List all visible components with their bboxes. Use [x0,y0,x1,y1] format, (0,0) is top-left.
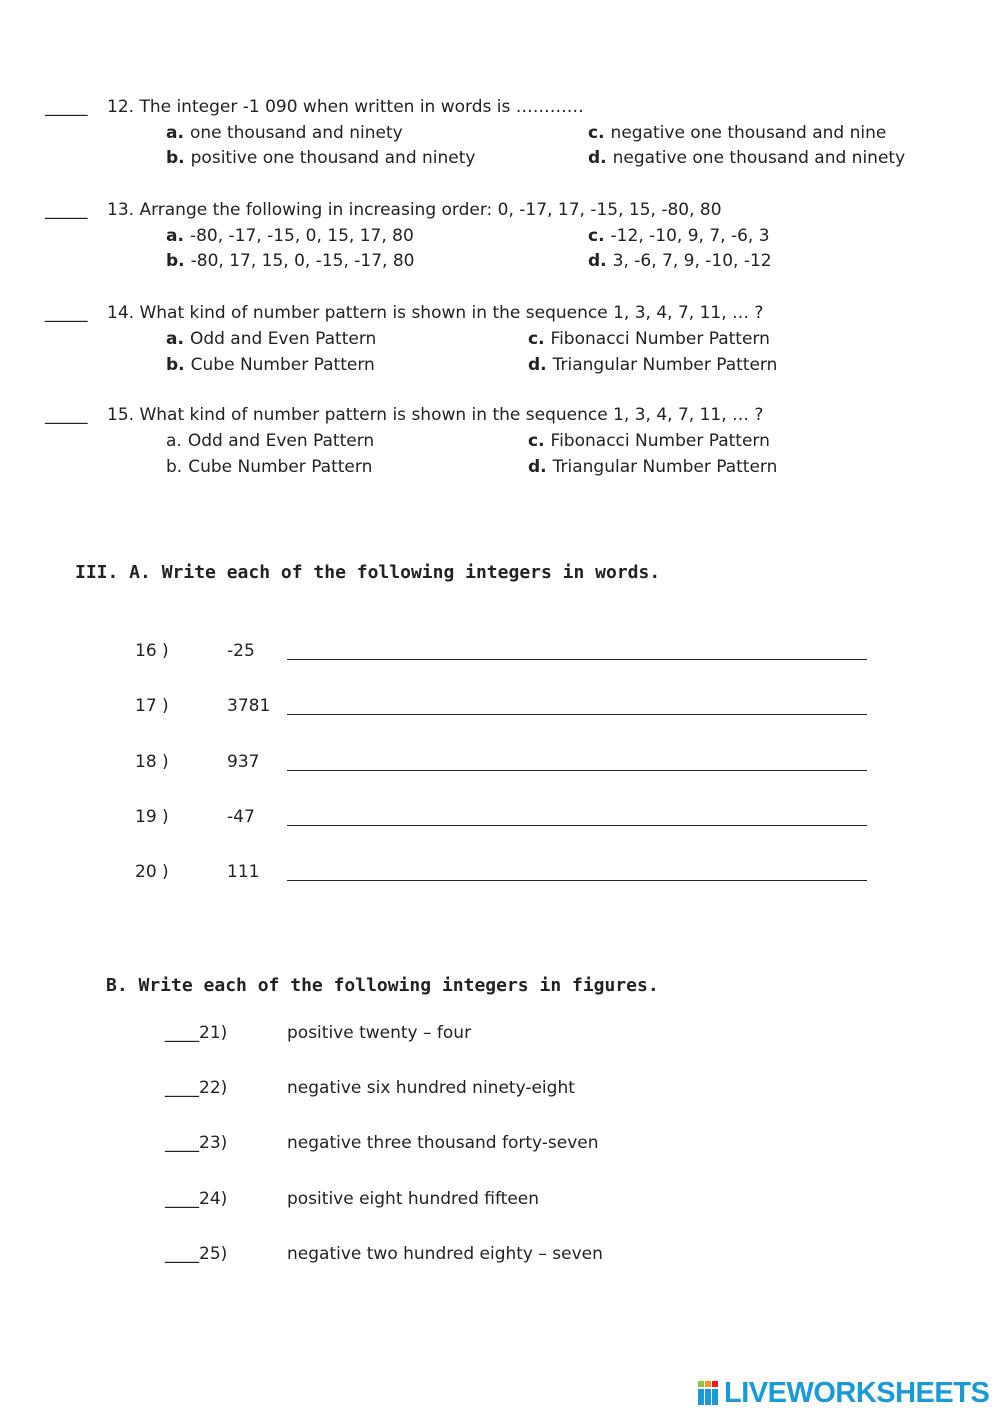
option-d[interactable]: d. Triangular Number Pattern [528,355,778,375]
question-15 [45,405,945,480]
option-c[interactable]: c. Fibonacci Number Pattern [528,431,770,451]
option-a[interactable]: a. Odd and Even Pattern [166,431,375,451]
option-d[interactable]: d. negative one thousand and ninety [588,148,906,168]
item-label: 16 ) [135,641,169,661]
option-a[interactable]: a. -80, -17, -15, 0, 15, 17, 80 [166,226,414,246]
question-12 [45,97,945,172]
item-text: positive eight hundred fifteen [287,1189,540,1209]
option-b[interactable]: b. Cube Number Pattern [166,457,373,477]
item-label-with-blank[interactable]: ____23) [165,1133,228,1153]
item-label: 18 ) [135,752,169,772]
item-label: 17 ) [135,696,169,716]
answer-line[interactable] [287,659,867,660]
item-value: 111 [227,862,260,882]
item-value: 3781 [227,696,271,716]
answer-blank[interactable]: _____ [45,303,88,323]
option-a[interactable]: a. Odd and Even Pattern [166,329,377,349]
question-stem: 14. What kind of number pattern is shown in the sequence 1, 3, 4, 7, 11, … ? [107,303,764,323]
answer-line[interactable] [287,880,867,881]
item-label-with-blank[interactable]: ____25) [165,1244,228,1264]
option-d[interactable]: d. Triangular Number Pattern [528,457,778,477]
option-c[interactable]: c. Fibonacci Number Pattern [528,329,770,349]
question-stem: 15. What kind of number pattern is shown in the sequence 1, 3, 4, 7, 11, … ? [107,405,764,425]
item-text: negative six hundred ninety-eight [287,1078,575,1098]
option-b[interactable]: b. positive one thousand and ninety [166,148,476,168]
liveworksheets-logo-icon [698,1381,720,1405]
answer-blank[interactable]: _____ [45,405,88,425]
section-3a-heading: III. A. Write each of the following integers in words. [75,562,661,583]
option-a[interactable]: a. one thousand and ninety [166,123,403,143]
answer-line[interactable] [287,714,867,715]
item-label-with-blank[interactable]: ____22) [165,1078,228,1098]
option-d[interactable]: d. 3, -6, 7, 9, -10, -12 [588,251,772,271]
logo-text: LIVEWORKSHEETS [724,1377,990,1409]
item-text: negative three thousand forty-seven [287,1133,599,1153]
item-label-with-blank[interactable]: ____21) [165,1023,228,1043]
item-label: 19 ) [135,807,169,827]
item-text: negative two hundred eighty – seven [287,1244,603,1264]
item-value: -25 [227,641,255,661]
section-3b-heading: B. Write each of the following integers in figures. [106,975,659,996]
question-stem: 12. The integer -1 090 when written in words is ………… [107,97,584,117]
item-label-with-blank[interactable]: ____24) [165,1189,228,1209]
question-13 [45,200,945,275]
option-c[interactable]: c. -12, -10, 9, 7, -6, 3 [588,226,770,246]
answer-line[interactable] [287,825,867,826]
option-b[interactable]: b. -80, 17, 15, 0, -15, -17, 80 [166,251,415,271]
answer-blank[interactable]: _____ [45,200,88,220]
option-c[interactable]: c. negative one thousand and nine [588,123,887,143]
item-value: -47 [227,807,255,827]
answer-line[interactable] [287,770,867,771]
item-value: 937 [227,752,260,772]
question-14 [45,303,945,378]
item-text: positive twenty – four [287,1023,472,1043]
option-b[interactable]: b. Cube Number Pattern [166,355,375,375]
answer-blank[interactable]: _____ [45,97,88,117]
question-stem: 13. Arrange the following in increasing order: 0, -17, 17, -15, 15, -80, 80 [107,200,722,220]
item-label: 20 ) [135,862,169,882]
